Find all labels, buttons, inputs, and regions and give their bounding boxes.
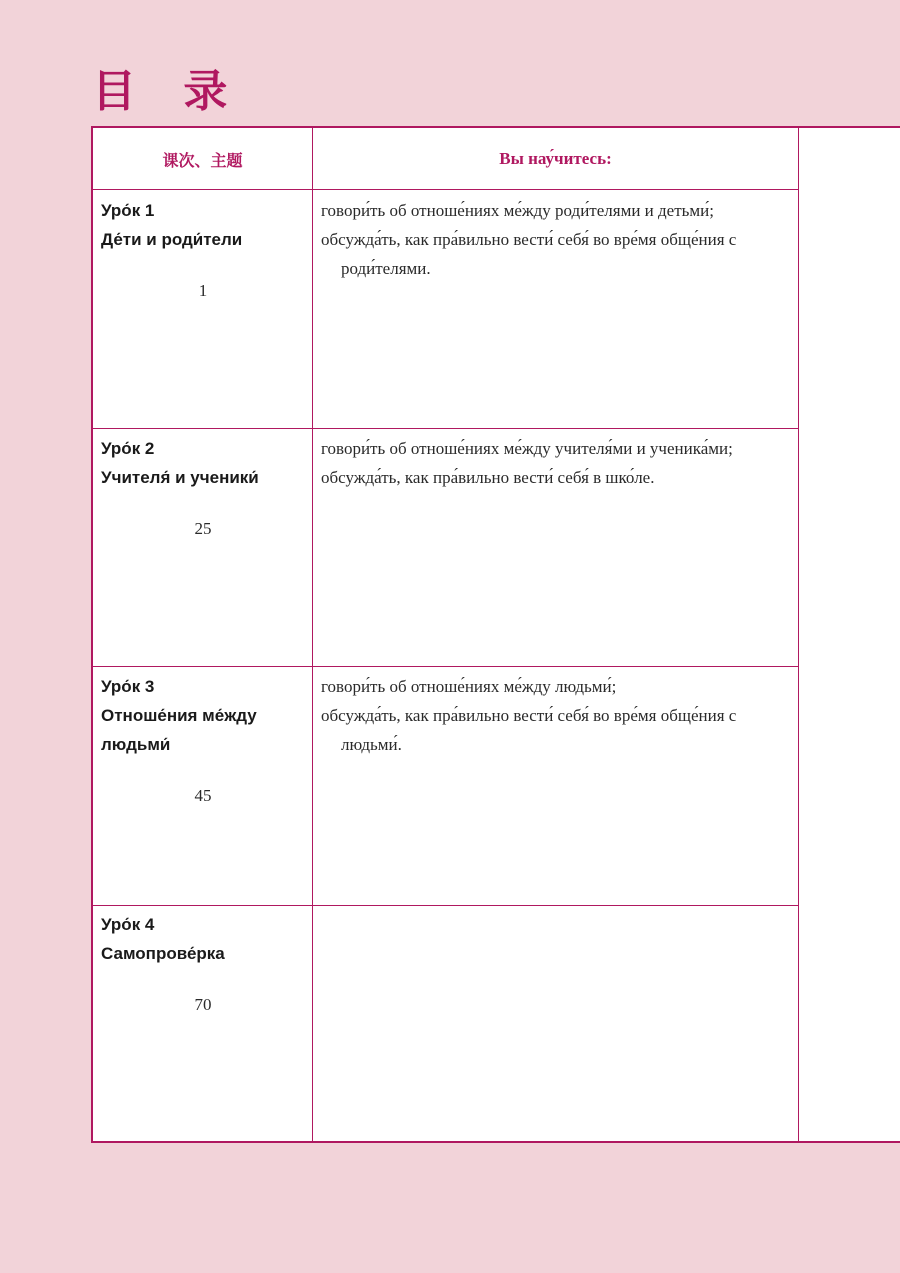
- lesson-number: Уро́к 1: [101, 201, 155, 220]
- lesson-page-number: 45: [194, 786, 212, 805]
- row-divider: [93, 428, 798, 429]
- lesson-number: Уро́к 3: [101, 677, 155, 696]
- page-title: 目 录: [92, 66, 244, 117]
- row-divider: [93, 905, 798, 906]
- column-divider: [798, 128, 799, 1141]
- row-divider: [93, 189, 798, 190]
- lesson-cell: [101, 434, 306, 539]
- goal-item: обсужда́ть, как пра́вильно вести́ себя́ во вре́мя обще́ния с людьми́.: [321, 706, 737, 754]
- lesson-title: Учителя́ и ученики́: [101, 468, 259, 487]
- goal-item: обсужда́ть, как пра́вильно вести́ себя́ в шко́ле.: [321, 468, 655, 487]
- lesson-page-number: 70: [194, 995, 212, 1014]
- row-divider: [93, 666, 798, 667]
- header-lessons: 课次、主题: [162, 150, 243, 170]
- lesson-number: Уро́к 4: [101, 915, 155, 934]
- lesson-cell: [101, 672, 306, 806]
- goal-item: говори́ть об отноше́ниях ме́жду людьми́;: [321, 677, 617, 696]
- lesson-title: Самопрове́рка: [101, 944, 225, 963]
- lesson-cell: [101, 196, 306, 301]
- lesson-page-number: 1: [198, 281, 208, 300]
- toc-table: [91, 126, 900, 1143]
- goal-item: обсужда́ть, как пра́вильно вести́ себя́ во вре́мя обще́ния с роди́телями.: [321, 230, 737, 278]
- goal-item: говори́ть об отноше́ниях ме́жду учителя́ми и ученика́ми;: [321, 439, 733, 458]
- goal-item: говори́ть об отноше́ниях ме́жду роди́телями и детьми́;: [321, 201, 714, 220]
- lesson-title: Де́ти и роди́тели: [101, 230, 243, 249]
- column-divider: [312, 128, 313, 1141]
- goals-cell: [321, 672, 791, 759]
- lesson-number: Уро́к 2: [101, 439, 155, 458]
- goals-cell: [321, 434, 791, 492]
- lesson-title: Отноше́ния ме́жду людьми́: [101, 706, 257, 754]
- lesson-page-number: 25: [194, 519, 212, 538]
- goals-cell: [321, 196, 791, 283]
- lesson-cell: [101, 910, 306, 1015]
- header-goals: Вы нау́читесь:: [499, 149, 612, 168]
